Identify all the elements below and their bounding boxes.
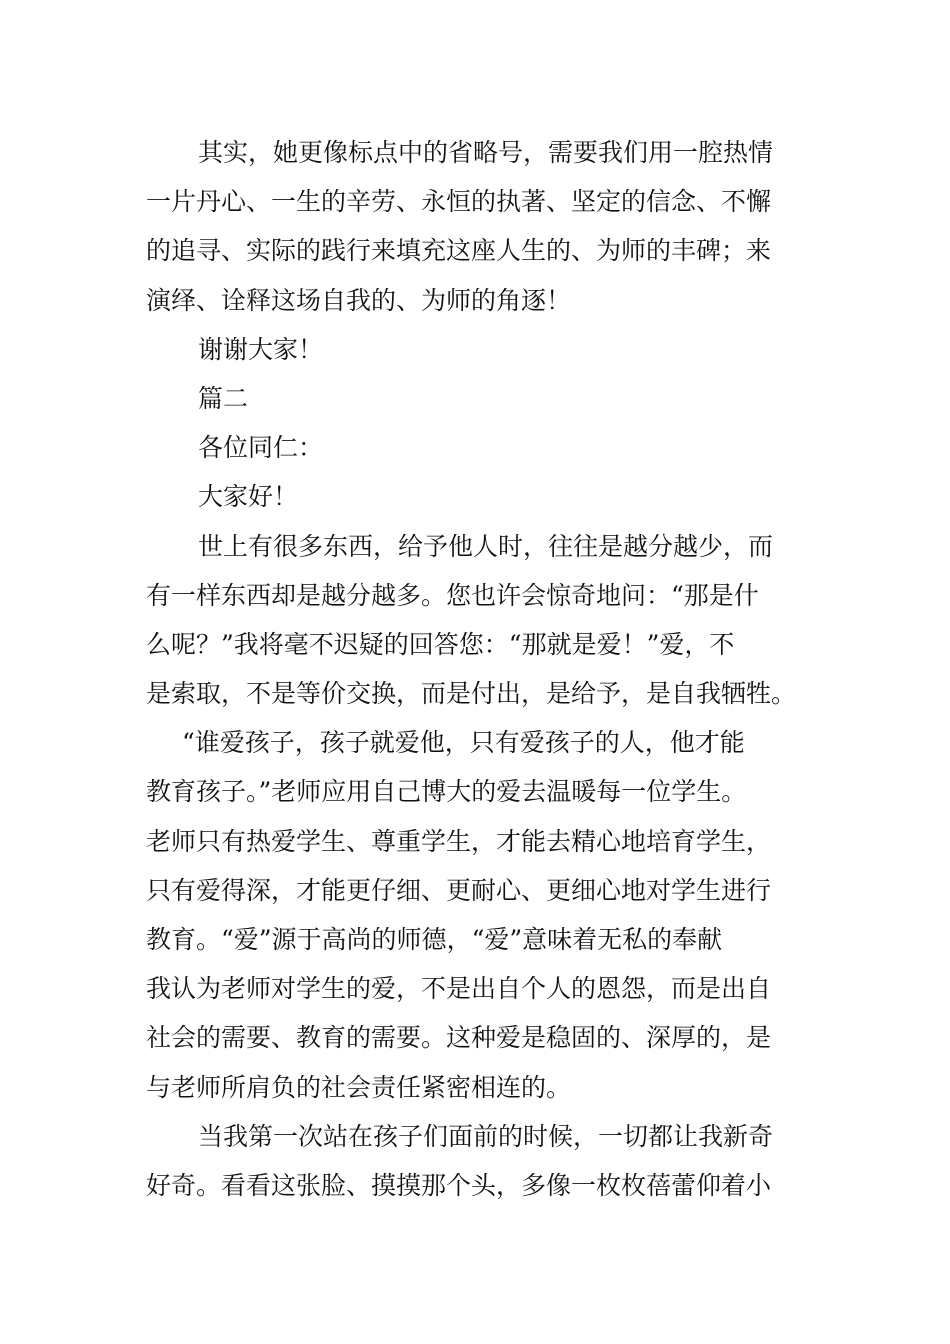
paragraph-line: 一片丹心、一生的辛劳、永恒的执著、坚定的信念、不懈: [146, 187, 772, 217]
paragraph-line: 教育。“爱”源于高尚的师德，“爱”意味着无私的奉献: [146, 925, 723, 954]
paragraph-line: 只有爱得深，才能更仔细、更耐心、更细心地对学生进行: [146, 875, 772, 905]
paragraph-line: 老师只有热爱学生、尊重学生，才能去精心地培育学生，: [146, 826, 772, 856]
paragraph-line: 世上有很多东西，给予他人时，往往是越分越少，而: [198, 531, 774, 561]
paragraph-line: 我认为老师对学生的爱，不是出自个人的恩怨，而是出自: [146, 974, 772, 1004]
paragraph-line: 的追寻、实际的践行来填充这座人生的、为师的丰碑；来: [146, 236, 772, 266]
paragraph-line: “谁爱孩子，孩子就爱他，只有爱孩子的人，他才能: [182, 728, 745, 758]
paragraph-line: 教育孩子。”老师应用自己博大的爱去温暖每一位学生。: [146, 777, 747, 807]
paragraph-line: 么呢？”我将毫不迟疑的回答您：“那就是爱！”爱，不: [146, 629, 735, 659]
salutation-line: 各位同仁：: [198, 433, 324, 463]
paragraph-line: 社会的需要、教育的需要。这种爱是稳固的、深厚的，是: [146, 1023, 772, 1053]
paragraph-line: 其实，她更像标点中的省略号，需要我们用一腔热情: [198, 138, 774, 167]
paragraph-line: 与老师所肩负的社会责任紧密相连的。: [146, 1072, 572, 1102]
paragraph-line: 好奇。看看这张脸、摸摸那个头，多像一枚枚蓓蕾仰着小: [146, 1170, 772, 1200]
closing-line: 谢谢大家！: [198, 334, 324, 364]
section-heading: 篇二: [198, 383, 249, 413]
paragraph-line: 当我第一次站在孩子们面前的时候，一切都让我新奇: [198, 1121, 774, 1151]
paragraph-line: 是索取，不是等价交换，而是付出，是给予，是自我牺牲。: [146, 679, 797, 709]
greeting-line: 大家好！: [198, 482, 299, 512]
document-body: [146, 128, 806, 1210]
paragraph-line: 有一样东西却是越分越多。您也许会惊奇地问：“那是什: [146, 580, 759, 610]
paragraph-line: 演绎、诠释这场自我的、为师的角逐！: [146, 285, 572, 315]
